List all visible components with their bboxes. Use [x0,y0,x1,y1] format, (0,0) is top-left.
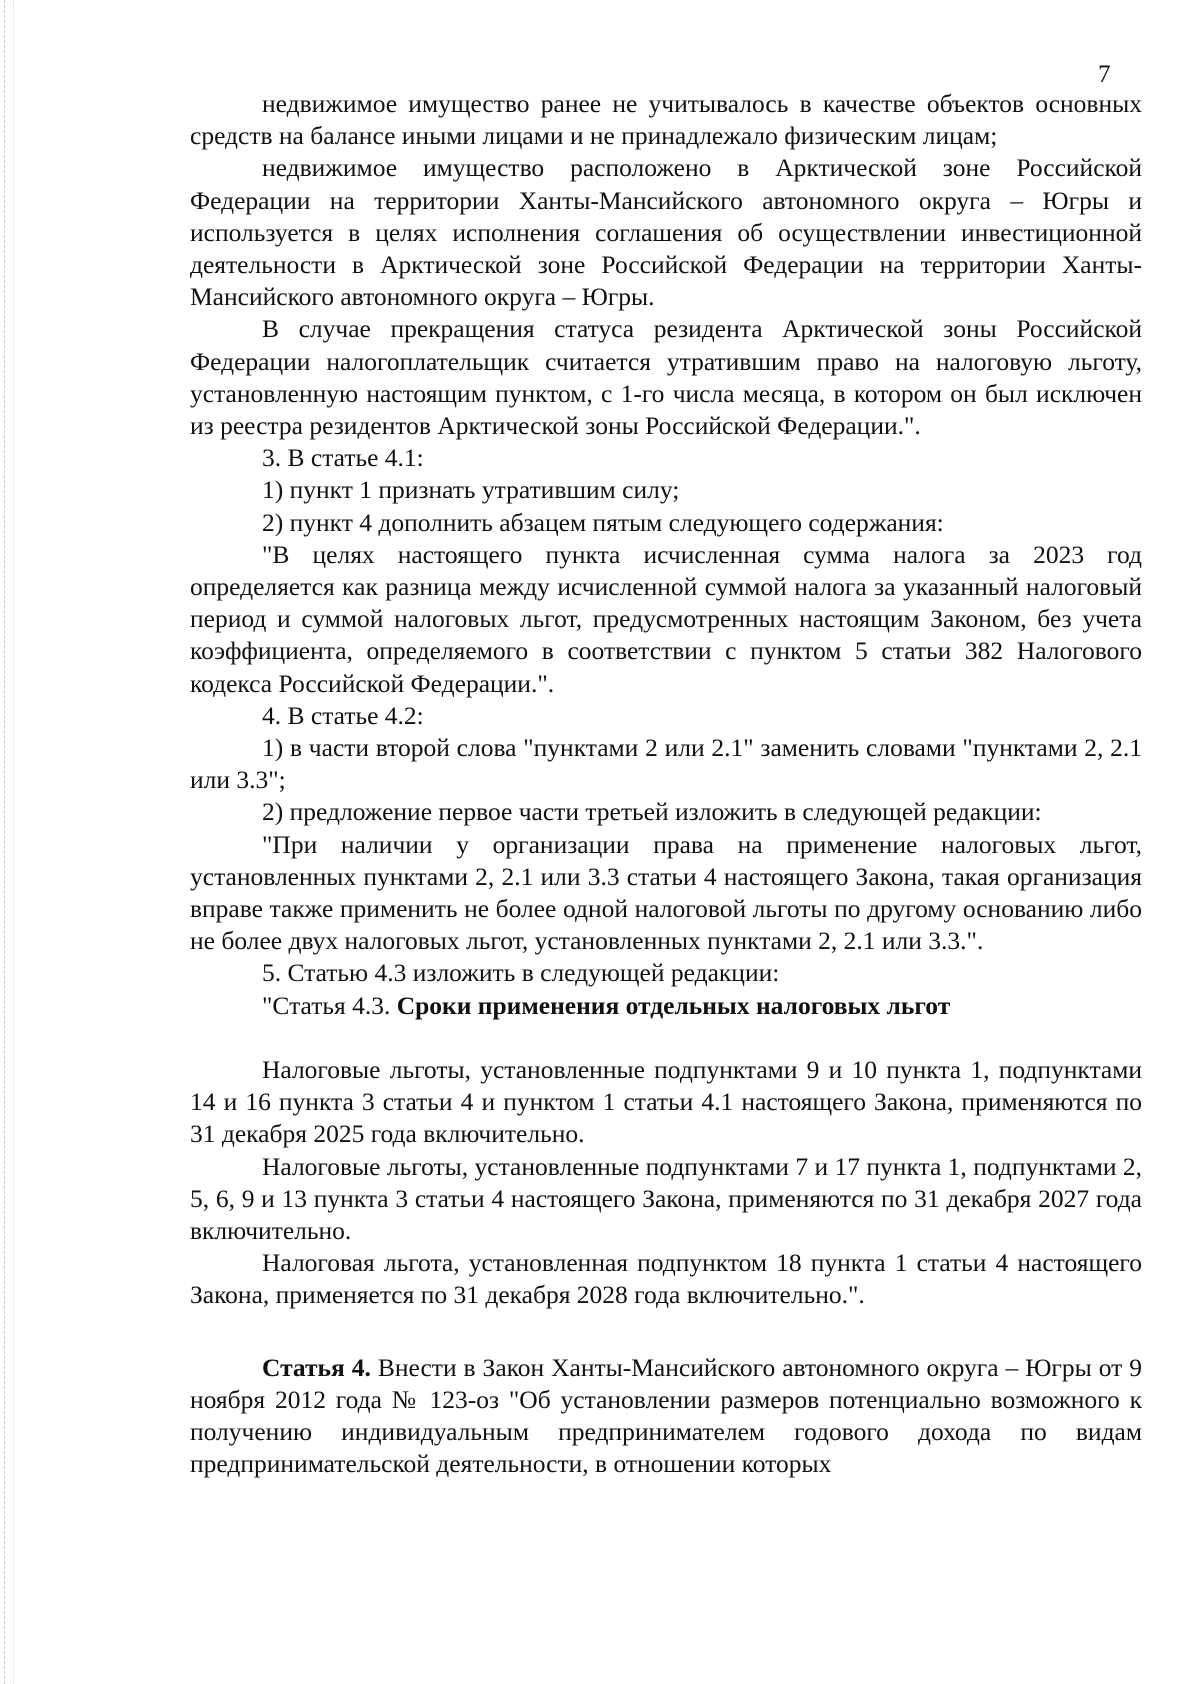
article-4-3-heading [190,990,1142,1022]
item-4-1-point-2: 2) пункт 4 дополнить абзацем пятым следующего содержания: [262,507,944,537]
article-4-text: Внести в Закон Ханты-Мансийского автономного округа – Югры от 9 ноября 2012 года № 123-оз "Об установлении размеров потенциально возможного к получению индивидуальным предпринимателем годового дохода по видам предпринимательской деятельности, в отношении которых [190,1352,1142,1479]
item-4-2-point-1: 1) в части второй слова "пунктами 2 или 2.1" заменить словами "пунктами 2, 2.1 или 3.3"; [190,733,1142,795]
paragraph-multiple-tax-benefits: "При наличии у организации права на применение налоговых льгот, установленных пунктами 2, 2.1 или 3.3 статьи 4 настоящего Закона, такая организация вправе также применить не более одной налоговой льготы по другому основанию либо не более двух налоговых льгот, установленных пунктами 2, 2.1 или 3.3.". [190,829,1142,956]
paragraph-benefit-2028: Налоговая льгота, установленная подпунктом 18 пункта 1 статьи 4 настоящего Закона, применяется по 31 декабря 2028 года включительно.". [190,1248,1142,1310]
page-number: 7 [1098,61,1111,88]
paragraph-tax-calculation-2023: "В целях настоящего пункта исчисленная сумма налога за 2023 год определяется как разница между исчисленной суммой налога за указанный налоговый период и суммой налоговых льгот, предусмотренных настоящим Законом, без учета коэффициента, определяемого в соответствии с пунктом 5 статьи 382 Налогового кодекса Российской Федерации.". [190,539,1142,698]
spacer [190,1022,1142,1054]
paragraph-resident-status-termination: В случае прекращения статуса резидента Арктической зоны Российской Федерации налогоплательщик считается утратившим право на налоговую льготу, установленную настоящим пунктом, с 1-го числа месяца, в котором он был исключен из реестра резидентов Арктической зоны Российской Федерации.". [190,314,1142,441]
item-4-1-point-1: 1) пункт 1 признать утратившим силу; [262,475,680,505]
document-body [190,88,1142,1480]
paragraph-property-arctic-zone: недвижимое имущество расположено в Арктической зоне Российской Федерации на территории Ханты-Мансийского автономного округа – Югры и используется в целях исполнения соглашения об осуществлении инвестиционной деятельности в Арктической зоне Российской Федерации на территории Ханты-Мансийского автономного округа – Югры. [190,153,1142,312]
item-article-4-3: 5. Статью 4.3 изложить в следующей редакции: [262,958,780,988]
article-4-3-prefix: "Статья 4.3. [262,990,391,1020]
article-4-label: Статья 4. [262,1352,371,1382]
spacer [190,1312,1142,1352]
scan-edge-artifact [4,0,14,1684]
paragraph-benefits-2027: Налоговые льготы, установленные подпунктами 7 и 17 пункта 1, подпунктами 2, 5, 6, 9 и 13 пункта 3 статьи 4 настоящего Закона, применяются по 31 декабря 2027 года включительно. [190,1151,1142,1245]
item-article-4-2: 4. В статье 4.2: [262,700,424,730]
article-4-paragraph [190,1352,1142,1481]
paragraph-property-not-accounted: недвижимое имущество ранее не учитывалось в качестве объектов основных средств на балансе иными лицами и не принадлежало физическим лицам; [190,89,1142,151]
item-4-2-point-2: 2) предложение первое части третьей изложить в следующей редакции: [262,797,1042,827]
item-article-4-1: 3. В статье 4.1: [262,443,424,473]
article-4-3-title: Сроки применения отдельных налоговых льгот [396,990,951,1020]
paragraph-benefits-2025: Налоговые льготы, установленные подпунктами 9 и 10 пункта 1, подпунктами 14 и 16 пункта 3 статьи 4 и пунктом 1 статьи 4.1 настоящего Закона, применяются по 31 декабря 2025 года включительно. [190,1054,1142,1149]
